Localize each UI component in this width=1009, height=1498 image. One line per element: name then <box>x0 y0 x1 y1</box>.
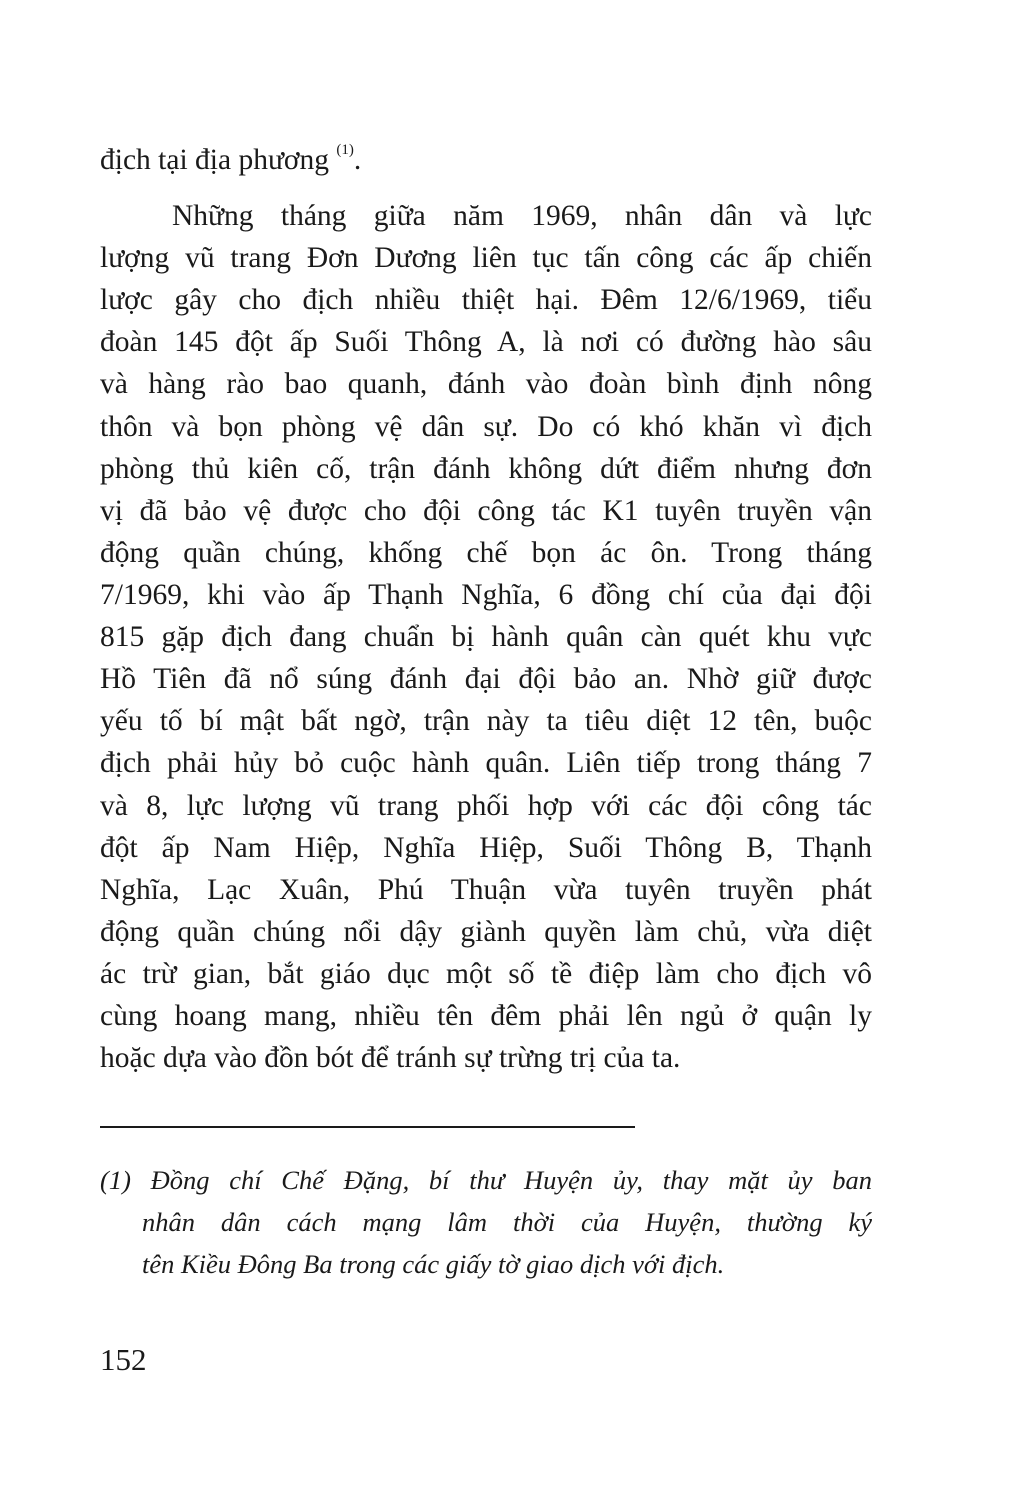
footnote-reference: (1) <box>336 142 354 158</box>
footnote-line: (1) Đồng chí Chế Đặng, bí thư Huyện ủy, thay mặt ủy ban <box>100 1165 872 1195</box>
paragraph-line: và 8, lực lượng vũ trang phối hợp với các đội công tác <box>100 790 872 822</box>
paragraph-line: 815 gặp địch đang chuẩn bị hành quân càn quét khu vực <box>100 621 872 653</box>
page-number: 152 <box>100 1342 147 1377</box>
paragraph-line: yếu tố bí mật bất ngờ, trận này ta tiêu diệt 12 tên, buộc <box>100 705 872 737</box>
paragraph-line: Những tháng giữa năm 1969, nhân dân và lực <box>172 200 872 232</box>
continuation-text: địch tại địa phương <box>100 144 330 176</box>
paragraph-line: thôn và bọn phòng vệ dân sự. Do có khó khăn vì địch <box>100 411 872 443</box>
paragraph-line: động quần chúng, khống chế bọn ác ôn. Trong tháng <box>100 537 872 569</box>
paragraph-line-last: hoặc dựa vào đồn bót để tránh sự trừng trị của ta. <box>100 1042 681 1074</box>
paragraph-line: vị đã bảo vệ được cho đội công tác K1 tuyên truyền vận <box>100 495 872 527</box>
paragraph-line: 7/1969, khi vào ấp Thạnh Nghĩa, 6 đồng chí của đại đội <box>100 579 872 611</box>
paragraph-line: cùng hoang mang, nhiều tên đêm phải lên ngủ ở quận ly <box>100 1000 872 1032</box>
paragraph-line: Nghĩa, Lạc Xuân, Phú Thuận vừa tuyên truyền phát <box>100 874 872 906</box>
paragraph-line: đột ấp Nam Hiệp, Nghĩa Hiệp, Suối Thông B, Thạnh <box>100 832 872 864</box>
paragraph-line: đoàn 145 đột ấp Suối Thông A, là nơi có đường hào sâu <box>100 326 872 358</box>
paragraph-line: lượng vũ trang Đơn Dương liên tục tấn công các ấp chiến <box>100 242 872 274</box>
footnote-separator <box>100 1126 635 1128</box>
paragraph-line: phòng thủ kiên cố, trận đánh không dứt điểm nhưng đơn <box>100 453 872 485</box>
paragraph-continuation-line <box>100 130 872 180</box>
paragraph-line: ác trừ gian, bắt giáo dục một số tề điệp làm cho địch vô <box>100 958 872 990</box>
footnote-line: tên Kiều Đông Ba trong các giấy tờ giao dịch với địch. <box>142 1249 725 1279</box>
paragraph-line: động quần chúng nổi dậy giành quyền làm chủ, vừa diệt <box>100 916 872 948</box>
continuation-end: . <box>353 144 362 176</box>
paragraph-line: Hồ Tiên đã nổ súng đánh đại đội bảo an. Nhờ giữ được <box>100 663 872 695</box>
paragraph-line: và hàng rào bao quanh, đánh vào đoàn bình định nông <box>100 368 872 400</box>
footnote-line: nhân dân cách mạng lâm thời của Huyện, thường ký <box>142 1207 872 1237</box>
paragraph-line: địch phải hủy bỏ cuộc hành quân. Liên tiếp trong tháng 7 <box>100 747 872 779</box>
paragraph-line: lược gây cho địch nhiều thiệt hại. Đêm 12/6/1969, tiểu <box>100 284 872 316</box>
